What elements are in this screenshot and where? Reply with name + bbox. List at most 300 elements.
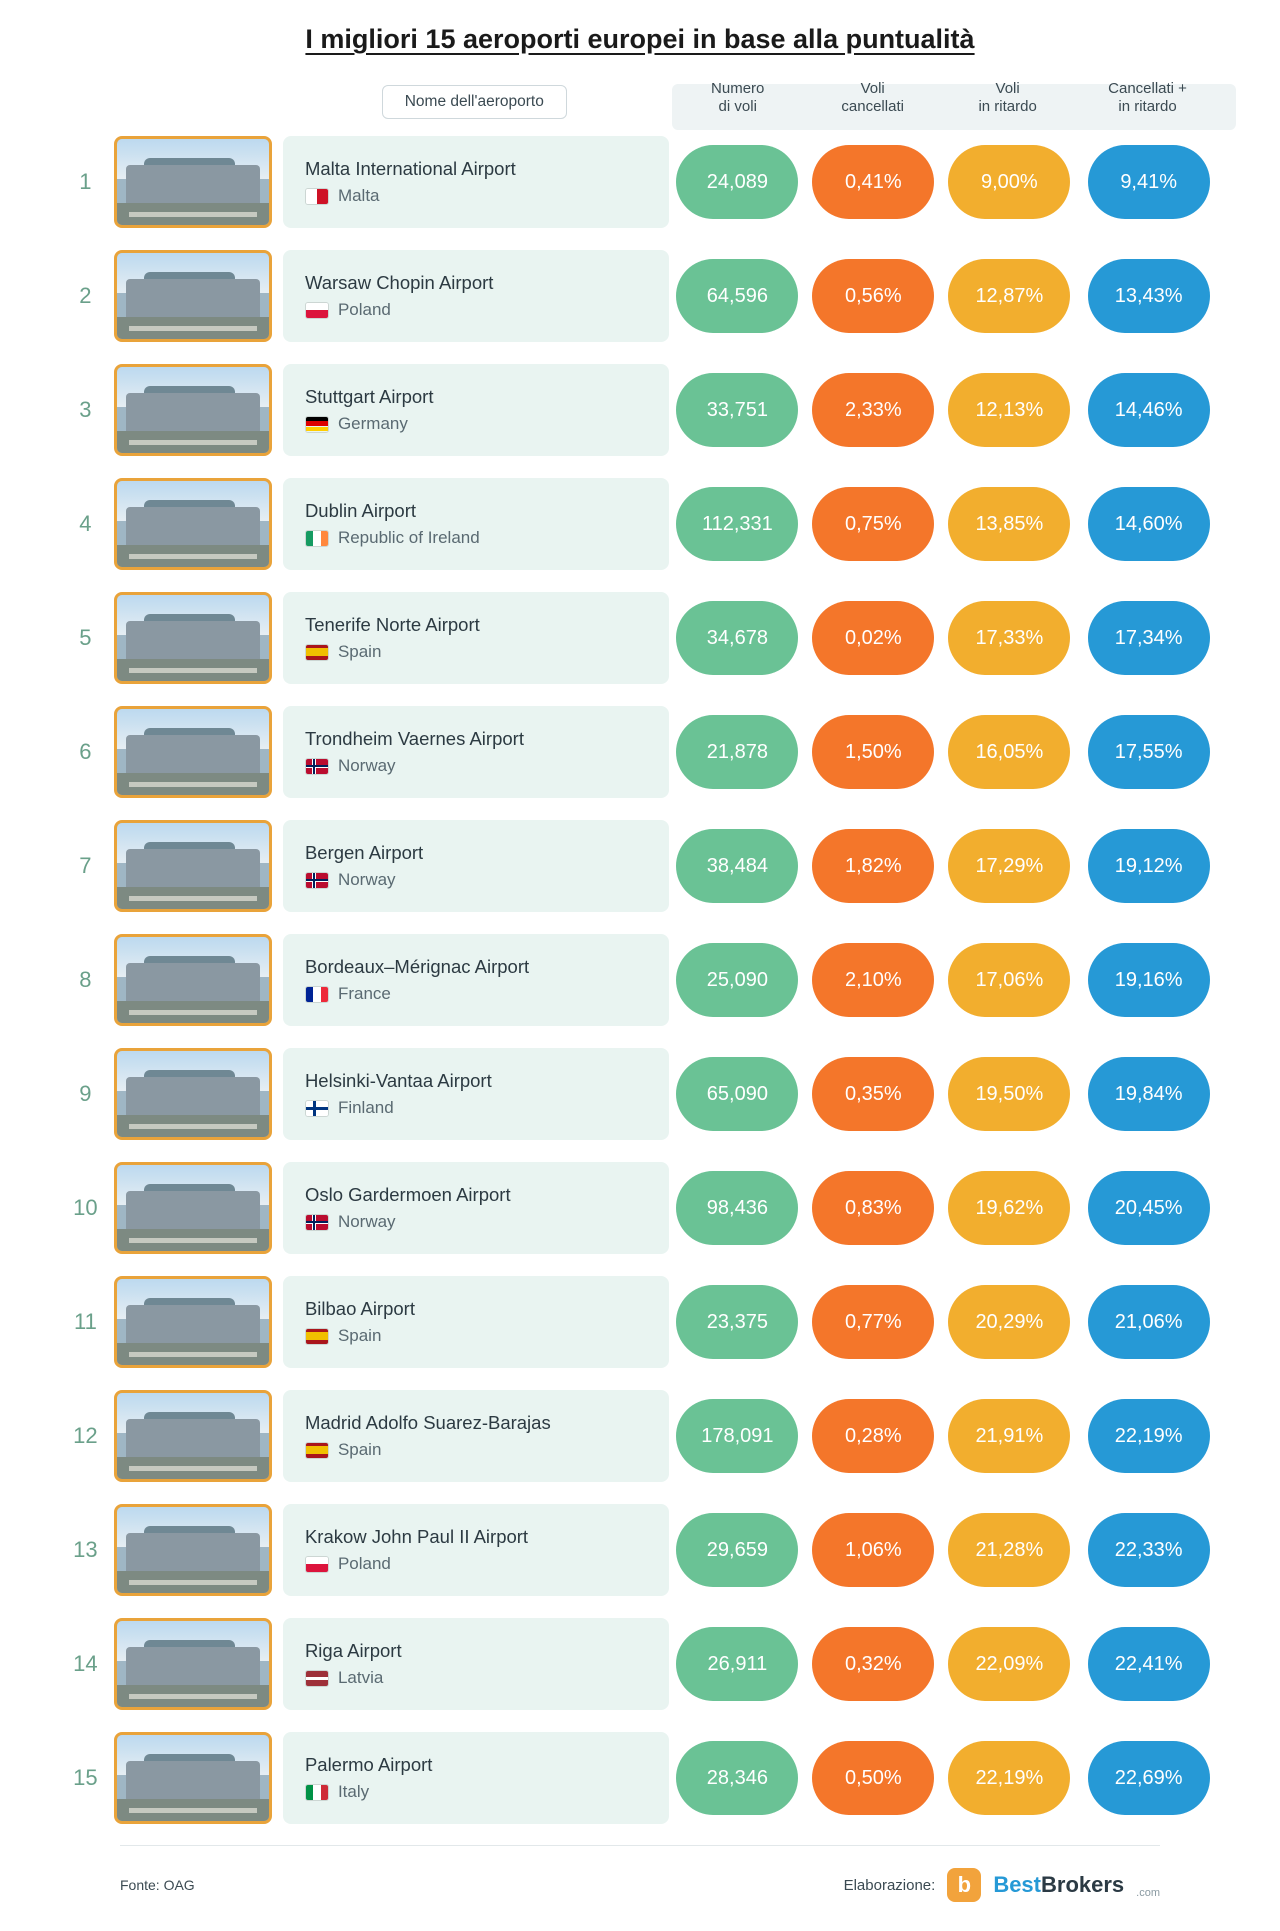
header-airport-name-label: Nome dell'aeroporto bbox=[382, 85, 567, 119]
photo-runway-stripe bbox=[129, 326, 257, 331]
delayed-value: 19,50% bbox=[948, 1057, 1070, 1131]
flag-icon-no bbox=[305, 1214, 329, 1231]
total-cell bbox=[1077, 1513, 1220, 1587]
total-cell bbox=[1077, 487, 1220, 561]
airport-photo bbox=[114, 1276, 272, 1368]
cancelled-cell bbox=[805, 1513, 941, 1587]
delayed-cell bbox=[941, 1057, 1077, 1131]
brand-block bbox=[844, 1868, 1160, 1902]
flights-value: 26,911 bbox=[676, 1627, 798, 1701]
airport-name: Dublin Airport bbox=[304, 500, 416, 521]
airport-name: Krakow John Paul II Airport bbox=[304, 1526, 529, 1547]
flights-cell bbox=[669, 715, 805, 789]
airport-photo bbox=[114, 934, 272, 1026]
table-row bbox=[60, 809, 1220, 923]
cancelled-cell bbox=[805, 487, 941, 561]
delayed-value: 12,13% bbox=[948, 373, 1070, 447]
airport-photo-cell bbox=[111, 934, 275, 1026]
header-total-line1: Cancellati + bbox=[1108, 79, 1187, 97]
airport-photo bbox=[114, 820, 272, 912]
photo-runway-stripe bbox=[129, 896, 257, 901]
airport-photo bbox=[114, 136, 272, 228]
header-delayed-line2: in ritardo bbox=[978, 98, 1037, 116]
header-cancelled-line2: cancellati bbox=[841, 98, 904, 116]
country-line bbox=[305, 1326, 669, 1346]
total-value: 19,16% bbox=[1088, 943, 1210, 1017]
airport-photo-cell bbox=[111, 1390, 275, 1482]
rank-number: 12 bbox=[73, 1423, 98, 1448]
flights-value: 34,678 bbox=[676, 601, 798, 675]
airport-name: Riga Airport bbox=[304, 1640, 402, 1661]
airport-photo-cell bbox=[111, 820, 275, 912]
airport-info-cell bbox=[283, 250, 669, 342]
airport-photo bbox=[114, 1390, 272, 1482]
airport-info-cell bbox=[283, 1618, 669, 1710]
country-name: Spain bbox=[337, 1326, 382, 1345]
country-name: France bbox=[337, 984, 391, 1003]
header-flights bbox=[670, 80, 805, 120]
photo-building bbox=[126, 165, 260, 203]
table-row bbox=[60, 239, 1220, 353]
delayed-cell bbox=[941, 1399, 1077, 1473]
delayed-cell bbox=[941, 373, 1077, 447]
total-value: 13,43% bbox=[1088, 259, 1210, 333]
total-value: 22,41% bbox=[1088, 1627, 1210, 1701]
airport-photo bbox=[114, 364, 272, 456]
flag-icon-no bbox=[305, 758, 329, 775]
flights-cell bbox=[669, 1741, 805, 1815]
delayed-cell bbox=[941, 1513, 1077, 1587]
cancelled-cell bbox=[805, 1057, 941, 1131]
total-cell bbox=[1077, 829, 1220, 903]
photo-building bbox=[126, 1761, 260, 1799]
header-total-line2: in ritardo bbox=[1118, 98, 1177, 116]
airport-photo-cell bbox=[111, 1048, 275, 1140]
flag-icon-pl bbox=[305, 302, 329, 319]
airport-info-cell bbox=[283, 136, 669, 228]
airport-name: Oslo Gardermoen Airport bbox=[304, 1184, 511, 1205]
delayed-value: 22,19% bbox=[948, 1741, 1070, 1815]
airport-name: Madrid Adolfo Suarez-Barajas bbox=[304, 1412, 551, 1433]
airport-photo bbox=[114, 706, 272, 798]
cancelled-value: 1,50% bbox=[812, 715, 934, 789]
flights-value: 33,751 bbox=[676, 373, 798, 447]
total-value: 19,12% bbox=[1088, 829, 1210, 903]
country-name: Norway bbox=[337, 1212, 396, 1231]
flag-icon-fr bbox=[305, 986, 329, 1003]
delayed-value: 20,29% bbox=[948, 1285, 1070, 1359]
airport-name: Bilbao Airport bbox=[304, 1298, 415, 1319]
delayed-value: 21,91% bbox=[948, 1399, 1070, 1473]
airport-info-cell bbox=[283, 1504, 669, 1596]
total-cell bbox=[1077, 1627, 1220, 1701]
delayed-cell bbox=[941, 1171, 1077, 1245]
table-row bbox=[60, 1493, 1220, 1607]
photo-building bbox=[126, 1077, 260, 1115]
table-header bbox=[0, 63, 1280, 125]
total-cell bbox=[1077, 601, 1220, 675]
total-value: 20,45% bbox=[1088, 1171, 1210, 1245]
airport-rows bbox=[0, 125, 1280, 1835]
country-line bbox=[305, 642, 669, 662]
cancelled-value: 0,02% bbox=[812, 601, 934, 675]
cancelled-value: 0,83% bbox=[812, 1171, 934, 1245]
total-value: 17,55% bbox=[1088, 715, 1210, 789]
flights-value: 23,375 bbox=[676, 1285, 798, 1359]
rank-number: 11 bbox=[73, 1309, 97, 1334]
delayed-cell bbox=[941, 943, 1077, 1017]
table-row bbox=[60, 353, 1220, 467]
flights-value: 98,436 bbox=[676, 1171, 798, 1245]
delayed-cell bbox=[941, 1741, 1077, 1815]
country-name: Republic of Ireland bbox=[337, 528, 480, 547]
rank-number: 14 bbox=[73, 1651, 98, 1676]
airport-info-cell bbox=[283, 706, 669, 798]
photo-runway-stripe bbox=[129, 782, 257, 787]
airport-info-cell bbox=[283, 592, 669, 684]
photo-runway-stripe bbox=[129, 440, 257, 445]
rank-number: 8 bbox=[79, 967, 92, 992]
cancelled-value: 2,33% bbox=[812, 373, 934, 447]
footer bbox=[120, 1845, 1160, 1928]
airport-name: Stuttgart Airport bbox=[304, 386, 434, 407]
flights-cell bbox=[669, 829, 805, 903]
cancelled-cell bbox=[805, 601, 941, 675]
photo-building bbox=[126, 1419, 260, 1457]
header-airport-name bbox=[278, 85, 670, 119]
header-delayed bbox=[940, 80, 1075, 120]
airport-photo-cell bbox=[111, 1276, 275, 1368]
airport-name: Tenerife Norte Airport bbox=[304, 614, 480, 635]
airport-name: Warsaw Chopin Airport bbox=[304, 272, 494, 293]
flag-icon-it bbox=[305, 1784, 329, 1801]
table-row bbox=[60, 125, 1220, 239]
header-delayed-line1: Voli bbox=[995, 79, 1020, 97]
cancelled-value: 2,10% bbox=[812, 943, 934, 1017]
delayed-cell bbox=[941, 829, 1077, 903]
flag-icon-es bbox=[305, 1442, 329, 1459]
flag-icon-no bbox=[305, 872, 329, 889]
photo-runway-stripe bbox=[129, 1124, 257, 1129]
flights-value: 24,089 bbox=[676, 145, 798, 219]
cancelled-value: 0,50% bbox=[812, 1741, 934, 1815]
delayed-cell bbox=[941, 1285, 1077, 1359]
total-value: 19,84% bbox=[1088, 1057, 1210, 1131]
airport-photo-cell bbox=[111, 364, 275, 456]
total-cell bbox=[1077, 943, 1220, 1017]
airport-photo bbox=[114, 1732, 272, 1824]
rank-number: 6 bbox=[79, 739, 92, 764]
delayed-cell bbox=[941, 145, 1077, 219]
flag-icon-lv bbox=[305, 1670, 329, 1687]
header-cancelled-line1: Voli bbox=[860, 79, 885, 97]
flag-icon-es bbox=[305, 644, 329, 661]
flights-value: 21,878 bbox=[676, 715, 798, 789]
airport-photo bbox=[114, 592, 272, 684]
country-name: Norway bbox=[337, 870, 396, 889]
country-line bbox=[305, 300, 669, 320]
photo-building bbox=[126, 1191, 260, 1229]
airport-photo-cell bbox=[111, 706, 275, 798]
photo-building bbox=[126, 621, 260, 659]
rank-number: 9 bbox=[79, 1081, 92, 1106]
flights-cell bbox=[669, 1627, 805, 1701]
rank-number: 1 bbox=[79, 169, 92, 194]
photo-building bbox=[126, 507, 260, 545]
flights-cell bbox=[669, 1285, 805, 1359]
airport-name: Trondheim Vaernes Airport bbox=[304, 728, 524, 749]
total-cell bbox=[1077, 373, 1220, 447]
table-row bbox=[60, 1379, 1220, 1493]
cancelled-value: 0,56% bbox=[812, 259, 934, 333]
cancelled-cell bbox=[805, 829, 941, 903]
flag-icon-fi bbox=[305, 1100, 329, 1117]
airport-info-cell bbox=[283, 1390, 669, 1482]
delayed-cell bbox=[941, 259, 1077, 333]
delayed-value: 22,09% bbox=[948, 1627, 1070, 1701]
photo-building bbox=[126, 279, 260, 317]
country-line bbox=[305, 186, 669, 206]
photo-runway-stripe bbox=[129, 1580, 257, 1585]
total-value: 14,60% bbox=[1088, 487, 1210, 561]
flag-icon-mt bbox=[305, 188, 329, 205]
header-flights-line2: di voli bbox=[718, 98, 757, 116]
country-name: Poland bbox=[337, 300, 391, 319]
table-row bbox=[60, 1151, 1220, 1265]
total-value: 22,33% bbox=[1088, 1513, 1210, 1587]
header-flights-line1: Numero bbox=[711, 79, 765, 97]
table-row bbox=[60, 1265, 1220, 1379]
airport-photo-cell bbox=[111, 1618, 275, 1710]
total-cell bbox=[1077, 1399, 1220, 1473]
table-row bbox=[60, 581, 1220, 695]
airport-info-cell bbox=[283, 820, 669, 912]
country-line bbox=[305, 984, 669, 1004]
delayed-cell bbox=[941, 1627, 1077, 1701]
country-name: Latvia bbox=[337, 1668, 384, 1687]
photo-building bbox=[126, 1647, 260, 1685]
brand-domain: .com bbox=[1136, 1887, 1160, 1899]
airport-photo-cell bbox=[111, 478, 275, 570]
country-line bbox=[305, 1212, 669, 1232]
page-title: I migliori 15 aeroporti europei in base alla puntualità bbox=[305, 24, 975, 54]
delayed-value: 17,29% bbox=[948, 829, 1070, 903]
country-line bbox=[305, 1668, 669, 1688]
rank-number: 13 bbox=[73, 1537, 98, 1562]
cancelled-cell bbox=[805, 715, 941, 789]
airport-photo bbox=[114, 1162, 272, 1254]
total-value: 14,46% bbox=[1088, 373, 1210, 447]
airport-info-cell bbox=[283, 1732, 669, 1824]
airport-info-cell bbox=[283, 934, 669, 1026]
delayed-value: 21,28% bbox=[948, 1513, 1070, 1587]
cancelled-value: 1,82% bbox=[812, 829, 934, 903]
country-name: Norway bbox=[337, 756, 396, 775]
brand-name-best: Best bbox=[993, 1872, 1041, 1897]
flights-value: 38,484 bbox=[676, 829, 798, 903]
airport-photo-cell bbox=[111, 136, 275, 228]
rank-number: 2 bbox=[79, 283, 92, 308]
country-name: Germany bbox=[337, 414, 408, 433]
country-line bbox=[305, 1554, 669, 1574]
airport-photo-cell bbox=[111, 250, 275, 342]
airport-photo bbox=[114, 1618, 272, 1710]
flag-icon-ie bbox=[305, 530, 329, 547]
photo-runway-stripe bbox=[129, 212, 257, 217]
flights-cell bbox=[669, 601, 805, 675]
table-row bbox=[60, 923, 1220, 1037]
airport-name: Palermo Airport bbox=[304, 1754, 433, 1775]
flights-value: 64,596 bbox=[676, 259, 798, 333]
airport-photo bbox=[114, 478, 272, 570]
photo-runway-stripe bbox=[129, 1238, 257, 1243]
table-row bbox=[60, 695, 1220, 809]
total-cell bbox=[1077, 145, 1220, 219]
photo-runway-stripe bbox=[129, 1352, 257, 1357]
delayed-cell bbox=[941, 487, 1077, 561]
flights-cell bbox=[669, 1057, 805, 1131]
airport-photo-cell bbox=[111, 1732, 275, 1824]
flag-icon-es bbox=[305, 1328, 329, 1345]
airport-name: Bordeaux–Mérignac Airport bbox=[304, 956, 530, 977]
photo-building bbox=[126, 1305, 260, 1343]
airport-info-cell bbox=[283, 1162, 669, 1254]
cancelled-cell bbox=[805, 943, 941, 1017]
airport-photo-cell bbox=[111, 1162, 275, 1254]
delayed-value: 17,33% bbox=[948, 601, 1070, 675]
brand-name-brokers: Brokers bbox=[1041, 1872, 1125, 1897]
airport-name: Bergen Airport bbox=[304, 842, 424, 863]
cancelled-value: 0,77% bbox=[812, 1285, 934, 1359]
cancelled-value: 0,28% bbox=[812, 1399, 934, 1473]
rank-number: 7 bbox=[79, 853, 92, 878]
flights-cell bbox=[669, 1513, 805, 1587]
flights-cell bbox=[669, 943, 805, 1017]
country-line bbox=[305, 1782, 669, 1802]
cancelled-value: 0,35% bbox=[812, 1057, 934, 1131]
total-value: 17,34% bbox=[1088, 601, 1210, 675]
rank-number: 4 bbox=[79, 511, 92, 536]
flights-cell bbox=[669, 259, 805, 333]
airport-info-cell bbox=[283, 1048, 669, 1140]
total-cell bbox=[1077, 259, 1220, 333]
cancelled-value: 1,06% bbox=[812, 1513, 934, 1587]
country-name: Finland bbox=[337, 1098, 394, 1117]
bestbrokers-logo-icon: b bbox=[947, 1868, 981, 1902]
cancelled-value: 0,32% bbox=[812, 1627, 934, 1701]
country-name: Poland bbox=[337, 1554, 391, 1573]
total-cell bbox=[1077, 715, 1220, 789]
flights-cell bbox=[669, 1399, 805, 1473]
airport-info-cell bbox=[283, 1276, 669, 1368]
flights-cell bbox=[669, 145, 805, 219]
photo-runway-stripe bbox=[129, 1694, 257, 1699]
airport-name: Helsinki-Vantaa Airport bbox=[304, 1070, 492, 1091]
delayed-value: 12,87% bbox=[948, 259, 1070, 333]
airport-info-cell bbox=[283, 364, 669, 456]
country-name: Malta bbox=[337, 186, 380, 205]
flights-value: 65,090 bbox=[676, 1057, 798, 1131]
airport-name: Malta International Airport bbox=[304, 158, 516, 179]
photo-building bbox=[126, 849, 260, 887]
flights-cell bbox=[669, 1171, 805, 1245]
country-line bbox=[305, 1440, 669, 1460]
country-name: Italy bbox=[337, 1782, 370, 1801]
flights-cell bbox=[669, 373, 805, 447]
delayed-cell bbox=[941, 601, 1077, 675]
total-value: 21,06% bbox=[1088, 1285, 1210, 1359]
delayed-value: 13,85% bbox=[948, 487, 1070, 561]
total-cell bbox=[1077, 1057, 1220, 1131]
photo-building bbox=[126, 393, 260, 431]
header-cancelled bbox=[805, 80, 940, 120]
flights-value: 112,331 bbox=[676, 487, 798, 561]
country-line bbox=[305, 870, 669, 890]
source-label: Fonte: OAG bbox=[120, 1877, 195, 1893]
photo-building bbox=[126, 735, 260, 773]
flag-icon-de bbox=[305, 416, 329, 433]
total-value: 9,41% bbox=[1088, 145, 1210, 219]
rank-number: 15 bbox=[73, 1765, 98, 1790]
table-row bbox=[60, 467, 1220, 581]
photo-building bbox=[126, 1533, 260, 1571]
airport-info-cell bbox=[283, 478, 669, 570]
photo-runway-stripe bbox=[129, 1808, 257, 1813]
cancelled-cell bbox=[805, 373, 941, 447]
delayed-value: 16,05% bbox=[948, 715, 1070, 789]
airport-photo-cell bbox=[111, 592, 275, 684]
airport-photo bbox=[114, 250, 272, 342]
cancelled-cell bbox=[805, 1171, 941, 1245]
photo-runway-stripe bbox=[129, 554, 257, 559]
cancelled-cell bbox=[805, 1627, 941, 1701]
delayed-value: 17,06% bbox=[948, 943, 1070, 1017]
total-cell bbox=[1077, 1171, 1220, 1245]
country-name: Spain bbox=[337, 642, 382, 661]
flights-value: 25,090 bbox=[676, 943, 798, 1017]
rank-number: 10 bbox=[73, 1195, 98, 1220]
cancelled-cell bbox=[805, 145, 941, 219]
cancelled-value: 0,75% bbox=[812, 487, 934, 561]
delayed-value: 19,62% bbox=[948, 1171, 1070, 1245]
cancelled-value: 0,41% bbox=[812, 145, 934, 219]
cancelled-cell bbox=[805, 1285, 941, 1359]
photo-runway-stripe bbox=[129, 668, 257, 673]
flights-value: 28,346 bbox=[676, 1741, 798, 1815]
brand-name bbox=[993, 1872, 1124, 1898]
table-row bbox=[60, 1721, 1220, 1835]
total-cell bbox=[1077, 1285, 1220, 1359]
table-row bbox=[60, 1607, 1220, 1721]
total-value: 22,19% bbox=[1088, 1399, 1210, 1473]
flights-cell bbox=[669, 487, 805, 561]
airport-photo-cell bbox=[111, 1504, 275, 1596]
cancelled-cell bbox=[805, 1399, 941, 1473]
rank-number: 3 bbox=[79, 397, 92, 422]
rank-number: 5 bbox=[79, 625, 92, 650]
header-total bbox=[1075, 80, 1220, 120]
airport-photo bbox=[114, 1048, 272, 1140]
photo-runway-stripe bbox=[129, 1010, 257, 1015]
airport-photo bbox=[114, 1504, 272, 1596]
country-line bbox=[305, 414, 669, 434]
country-line bbox=[305, 756, 669, 776]
total-cell bbox=[1077, 1741, 1220, 1815]
flights-value: 29,659 bbox=[676, 1513, 798, 1587]
country-name: Spain bbox=[337, 1440, 382, 1459]
country-line bbox=[305, 528, 669, 548]
delayed-value: 9,00% bbox=[948, 145, 1070, 219]
